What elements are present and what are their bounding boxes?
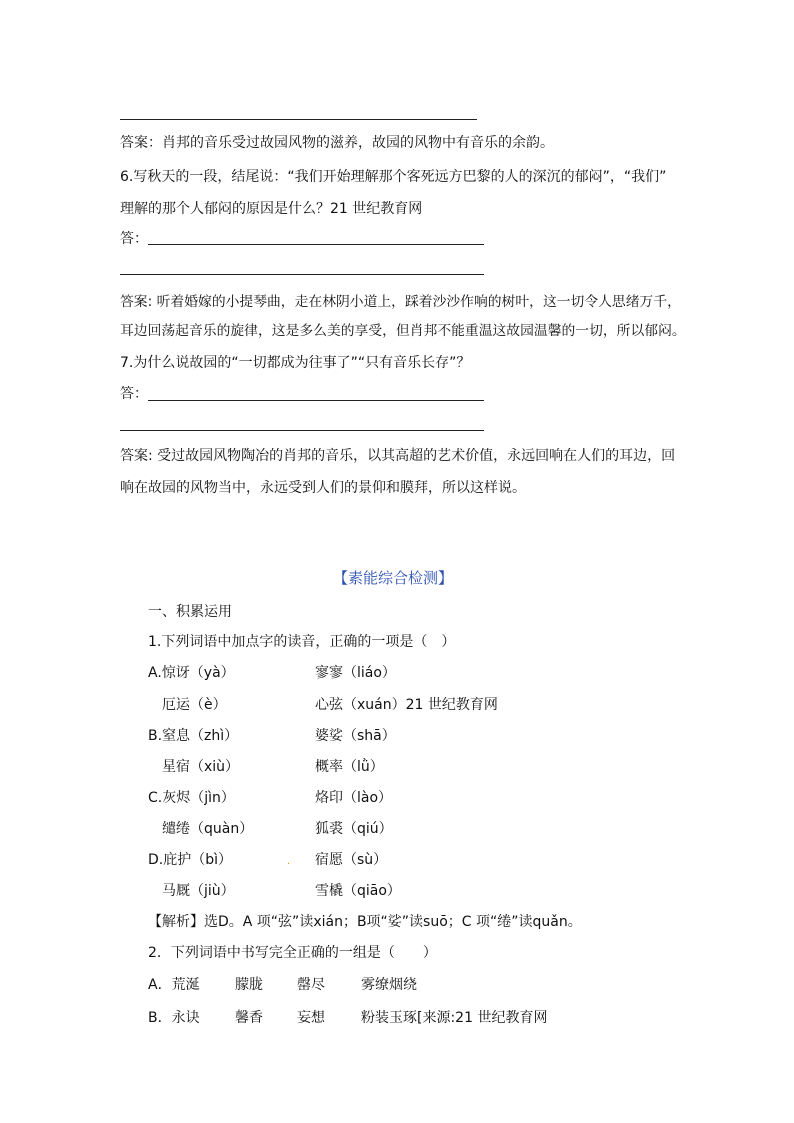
option-b-word-1: B.窒息（zhì） [148,728,239,744]
answer-label-7: 答： [120,386,148,402]
stray-dot-mark: . [287,856,291,867]
option-c-word-3: 缱绻（quàn） [162,821,254,837]
option-2a-word-4: 雾缭烟绕 [361,977,417,993]
option-2b-word-2: 馨香 [235,1010,263,1026]
section-title: 【素能综合检测】 [333,569,454,587]
option-a-word-3: 厄运（è） [162,697,227,713]
answer-blank-6b [120,274,484,275]
question-6-line-2: 理解的那个人郁闷的原因是什么？21 世纪教育网 [120,201,423,217]
option-b-word-2: 婆娑（shā） [315,728,396,744]
option-a-word-2: 寥寥（liáo） [315,665,396,681]
option-d-word-2: 宿愿（sù） [315,852,388,868]
option-b-word-3: 星宿（xiù） [162,759,240,775]
option-d-word-3: 马厩（jiù） [162,883,235,899]
part-1-heading: 一、积累运用 [148,604,232,620]
option-2b-word-3: 妄想 [297,1010,325,1026]
option-2a-label: A．荒涎 [148,977,200,993]
answer-blank-7b [120,430,484,431]
answer-7-line-1: 答案: 受过故园风物陶冶的肖邦的音乐，以其高超的艺术价值，永远回响在人们的耳边，回 [120,448,676,464]
option-c-word-2: 烙印（lào） [315,790,393,806]
option-d-word-1: D.庇护（bì） [148,852,233,868]
option-2b-label: B．永诀 [148,1010,200,1026]
analysis-1: 【解析】选D。A 项“弦”读xián；B项“娑”读suō；C 项“绻”读quǎn。 [148,914,582,930]
answer-5: 答案：肖邦的音乐受过故园风物的滋养，故园的风物中有音乐的余韵。 [120,135,554,151]
question-7: 7.为什么说故园的“一切都成为往事了”“只有音乐长存”？ [120,355,471,371]
answer-blank-7a [148,400,484,401]
option-a-word-1: A.惊讶（yà） [148,665,235,681]
mc-question-2: 2．下列词语中书写完全正确的一组是（ ） [148,945,437,961]
blank-answer-line [120,119,477,120]
answer-7-line-2: 响在故园的风物当中，永远受到人们的景仰和膜拜，所以这样说。 [120,480,526,496]
answer-6-line-2: 耳边回荡起音乐的旋律，这是多么美的享受，但肖邦不能重温这故园温馨的一切，所以郁闷。 [120,323,686,339]
option-d-word-4: 雪橇（qiāo） [315,883,401,899]
answer-label-6: 答： [120,231,148,247]
option-c-word-1: C.灰烬（jìn） [148,790,235,806]
question-6-line-1: 6.写秋天的一段，结尾说：“我们开始理解那个客死远方巴黎的人的深沉的郁闷”，“我们” [120,169,667,185]
option-a-word-4: 心弦（xuán）21 世纪教育网 [315,697,498,713]
option-b-word-4: 概率（lǜ） [315,759,384,775]
option-2a-word-2: 朦胧 [235,977,263,993]
option-2b-word-4: 粉装玉琢[来源:21 世纪教育网 [361,1010,548,1026]
answer-blank-6a [148,244,484,245]
answer-6-line-1: 答案: 听着婚嫁的小提琴曲，走在林阴小道上，踩着沙沙作响的树叶，这一切令人思绪万千， [120,294,681,310]
option-c-word-4: 狐裘（qiú） [315,821,393,837]
mc-question-1: 1.下列词语中加点字的读音，正确的一项是（ ） [148,634,456,650]
option-2a-word-3: 罄尽 [297,977,325,993]
